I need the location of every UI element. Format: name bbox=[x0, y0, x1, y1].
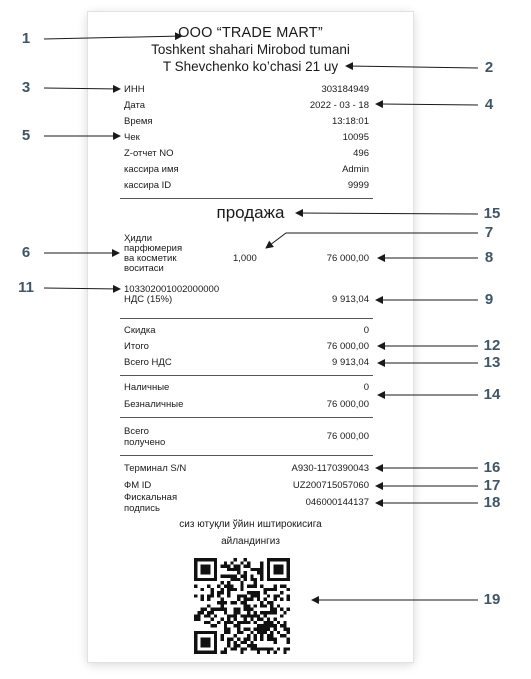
cashier-name-value: Admin bbox=[342, 164, 369, 175]
fm-id-label: ФМ ID bbox=[124, 480, 152, 491]
footer-line-1: сиз ютуқли ўйин иштирокисига bbox=[179, 519, 322, 530]
terminal-label: Терминал S/N bbox=[124, 463, 187, 474]
total-vat-value: 9 913,04 bbox=[332, 357, 369, 368]
arrow-icon bbox=[266, 233, 478, 248]
callout-number: 11 bbox=[18, 279, 34, 296]
date-value: 2022 - 03 - 18 bbox=[309, 100, 369, 111]
fiscal-sign-value: 046000144137 bbox=[305, 497, 369, 508]
item-vat-label: НДС (15%) bbox=[124, 294, 173, 305]
z-report-label: Z-отчет NO bbox=[124, 148, 174, 159]
callout-number: 4 bbox=[484, 96, 494, 113]
item-name-line: парфюмерия bbox=[124, 243, 183, 254]
callout-number: 17 bbox=[483, 477, 501, 494]
callout-number: 2 bbox=[484, 59, 494, 76]
callout-number: 15 bbox=[483, 205, 501, 222]
inn-label: ИНН bbox=[124, 84, 145, 95]
arrow-icon bbox=[376, 104, 478, 105]
cashier-id-label: кассира ID bbox=[124, 180, 172, 191]
check-value: 10095 bbox=[342, 132, 369, 143]
callout-number: 7 bbox=[484, 224, 494, 241]
item-name-line: Ҳидли bbox=[124, 233, 153, 244]
footer-line-2: айландингиз bbox=[221, 536, 280, 547]
cashier-name-label: кассира имя bbox=[124, 164, 179, 175]
discount-label: Скидка bbox=[124, 325, 156, 336]
item-name-line: ва косметик bbox=[124, 253, 177, 264]
callout-number: 6 bbox=[21, 244, 31, 261]
fiscal-sign-label-line: Фискальная bbox=[124, 492, 178, 503]
callout-number: 3 bbox=[21, 79, 31, 96]
callout-number: 13 bbox=[483, 354, 501, 371]
cashier-id-value: 9999 bbox=[347, 180, 369, 191]
total-vat-label: Всего НДС bbox=[124, 357, 172, 368]
arrow-icon bbox=[44, 36, 182, 39]
cash-value: 0 bbox=[363, 382, 369, 393]
callout-number: 19 bbox=[483, 591, 501, 608]
address-line-1: Toshkent shahari Mirobod tumani bbox=[151, 42, 350, 57]
callout-number: 18 bbox=[483, 494, 501, 511]
time-value: 13:18:01 bbox=[332, 116, 369, 127]
callout-number: 1 bbox=[21, 30, 31, 47]
item-name-line: воситаси bbox=[124, 263, 164, 274]
received-label-line: Всего bbox=[124, 426, 149, 437]
cashless-label: Безналичные bbox=[124, 399, 184, 410]
item-price: 76 000,00 bbox=[326, 253, 369, 264]
time-label: Время bbox=[124, 116, 153, 127]
date-label: Дата bbox=[124, 100, 146, 111]
cashless-value: 76 000,00 bbox=[326, 399, 369, 410]
arrow-icon bbox=[296, 213, 478, 214]
item-vat-value: 9 913,04 bbox=[332, 294, 369, 305]
address-line-2: T Shevchenko ko’chasi 21 uy bbox=[162, 59, 339, 74]
fiscal-sign-label-line: подпись bbox=[124, 503, 160, 514]
cash-label: Наличные bbox=[124, 382, 170, 393]
company-name: OOO “TRADE MART” bbox=[178, 25, 323, 41]
callout-number: 8 bbox=[484, 249, 494, 266]
arrow-icon bbox=[44, 88, 120, 89]
item-quantity: 1,000 bbox=[233, 253, 257, 264]
callout-number: 5 bbox=[21, 127, 31, 144]
callout-number: 9 bbox=[484, 291, 494, 308]
total-label: Итого bbox=[124, 341, 149, 352]
callout-number: 16 bbox=[483, 459, 501, 476]
inn-value: 303184949 bbox=[321, 84, 369, 95]
callout-number: 12 bbox=[483, 337, 501, 354]
discount-value: 0 bbox=[363, 325, 369, 336]
sale-title: продажа bbox=[216, 203, 285, 222]
received-value: 76 000,00 bbox=[326, 431, 369, 442]
total-value: 76 000,00 bbox=[326, 341, 369, 352]
fm-id-value: UZ200715057060 bbox=[292, 480, 369, 491]
arrow-icon bbox=[44, 288, 120, 289]
z-report-value: 496 bbox=[353, 148, 369, 159]
callout-number: 14 bbox=[483, 386, 501, 403]
item-code: 103302001002000000 bbox=[124, 284, 220, 295]
check-label: Чек bbox=[124, 132, 140, 143]
received-label-line: получено bbox=[124, 437, 166, 448]
terminal-value: A930-1170390043 bbox=[291, 463, 369, 474]
arrow-icon bbox=[346, 66, 478, 68]
